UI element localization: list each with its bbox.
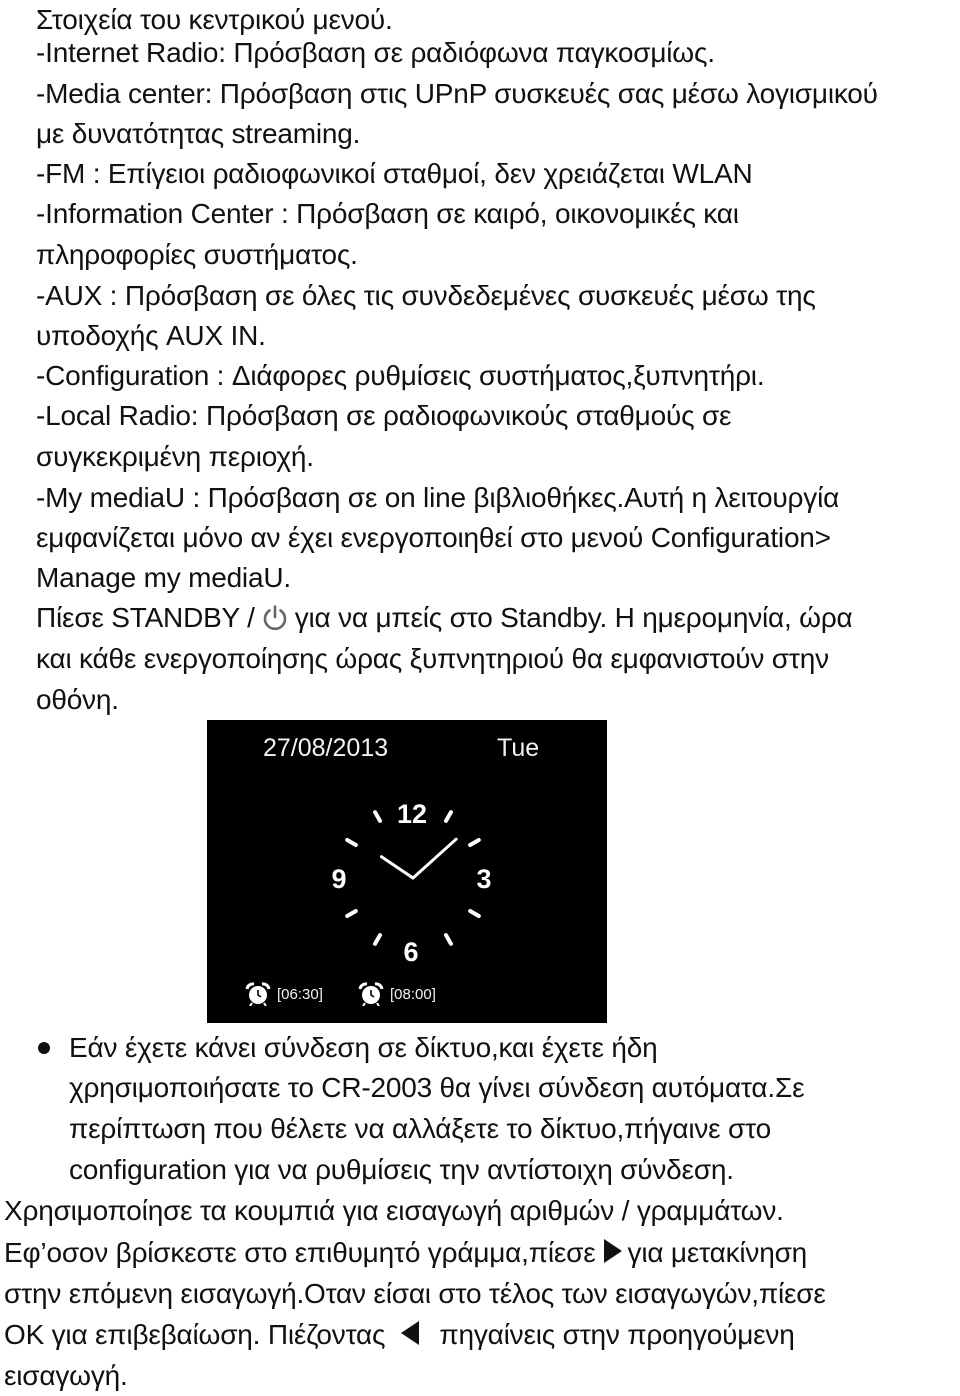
text-line: στην επόμενη εισαγωγή.Οταν είσαι στο τέλος των εισαγωγών,πίεσε xyxy=(4,1278,826,1309)
text-line: πληροφορίες συστήματος. xyxy=(36,239,358,270)
text-line xyxy=(4,1233,807,1273)
clock-minute-hand xyxy=(413,839,456,878)
bullet-text-line: περίπτωση που θέλετε να αλλάξετε το δίκτυο,πήγαινε στο xyxy=(69,1113,771,1144)
alarm-1 xyxy=(245,982,323,1006)
text-line: συγκεκριμένη περιοχή. xyxy=(36,441,314,472)
text-line: -Local Radio: Πρόσβαση σε ραδιοφωνικούς σταθμούς σε xyxy=(36,400,732,431)
alarm-2-time: [08:00] xyxy=(390,985,436,1003)
clock-tick xyxy=(446,812,451,821)
clock-number-3: 3 xyxy=(476,864,492,894)
arrow-right-icon xyxy=(600,1237,624,1265)
alarm-clock-icon xyxy=(245,982,271,1006)
text-fragment: Εφ’οσον βρίσκεστε στο επιθυμητό γράμμα,πίεσε xyxy=(4,1237,596,1268)
text-fragment: για μετακίνηση xyxy=(627,1237,808,1268)
clock-tick xyxy=(470,911,479,916)
text-line xyxy=(36,598,853,638)
clock-tick xyxy=(375,812,380,821)
clock-number-6: 6 xyxy=(403,937,419,967)
text-line: -My mediaU : Πρόσβαση σε on line βιβλιοθήκες.Αυτή η λειτουργία xyxy=(36,482,840,513)
text-line: -Information Center : Πρόσβαση σε καιρό, οικονομικές και xyxy=(36,198,739,229)
power-icon xyxy=(261,604,289,632)
clock-number-9: 9 xyxy=(331,864,347,894)
clock-tick xyxy=(347,911,356,916)
text-line: υποδοχής AUX IN. xyxy=(36,320,266,351)
alarm-2 xyxy=(358,982,436,1006)
clock-tick xyxy=(375,935,380,944)
bullet-text-line: configuration για να ρυθμίσεις την αντίστοιχη σύνδεση. xyxy=(69,1154,734,1185)
analog-clock xyxy=(207,720,607,1023)
text-line: και κάθε ενεργοποίησης ώρας ξυπνητηριού θα εμφανιστούν στην xyxy=(36,643,829,674)
text-line: εμφανίζεται μόνο αν έχει ενεργοποιηθεί στο μενού Configuration> xyxy=(36,522,831,553)
screen-date: 27/08/2013 xyxy=(263,734,389,762)
clock-hour-hand xyxy=(381,857,413,878)
text-fragment: ΟΚ για επιβεβαίωση. Πιέζοντας xyxy=(4,1319,386,1350)
alarm-1-time: [06:30] xyxy=(277,985,323,1003)
text-line: Manage my mediaU. xyxy=(36,562,291,593)
text-line: Στοιχεία του κεντρικού μενού. xyxy=(36,4,393,35)
screen-day: Tue xyxy=(497,734,540,762)
text-line: Χρησιμοποίησε τα κουμπιά για εισαγωγή αριθμών / γραμμάτων. xyxy=(4,1195,784,1226)
arrow-left-icon xyxy=(399,1319,423,1347)
device-screen xyxy=(207,720,607,1023)
text-line: οθόνη. xyxy=(36,684,119,715)
text-line: με δυνατότητας streaming. xyxy=(36,118,361,149)
clock-tick xyxy=(446,935,451,944)
text-line: εισαγωγή. xyxy=(4,1360,128,1391)
text-fragment: πηγαίνεις στην προηγούμενη xyxy=(439,1319,795,1350)
text-line: -Internet Radio: Πρόσβαση σε ραδιόφωνα παγκοσμίως. xyxy=(36,37,715,68)
text-line: -FM : Επίγειοι ραδιοφωνικοί σταθμοί, δεν χρειάζεται WLAN xyxy=(36,158,753,189)
bullet-point xyxy=(38,1042,50,1054)
text-fragment: Πίεσε STANDBY / xyxy=(36,602,255,633)
text-fragment: για να μπείς στο Standby. Η ημερομηνία, ώρα xyxy=(294,602,853,633)
clock-tick xyxy=(347,840,356,845)
bullet-text-line: χρησιμοποιήσατε το CR-2003 θα γίνει σύνδεση αυτόματα.Σε xyxy=(69,1072,805,1103)
text-line: -AUX : Πρόσβαση σε όλες τις συνδεδεμένες συσκευές μέσω της xyxy=(36,280,816,311)
clock-tick xyxy=(470,840,479,845)
text-line xyxy=(4,1315,795,1355)
bullet-text-line: Εάν έχετε κάνει σύνδεση σε δίκτυο,και έχετε ήδη xyxy=(69,1032,658,1063)
text-line: -Configuration : Διάφορες ρυθμίσεις συστήματος,ξυπνητήρι. xyxy=(36,360,765,391)
alarm-clock-icon xyxy=(358,982,384,1006)
clock-number-12: 12 xyxy=(396,799,428,829)
text-line: -Media center: Πρόσβαση στις UPnP συσκευές σας μέσω λογισμικού xyxy=(36,78,878,109)
